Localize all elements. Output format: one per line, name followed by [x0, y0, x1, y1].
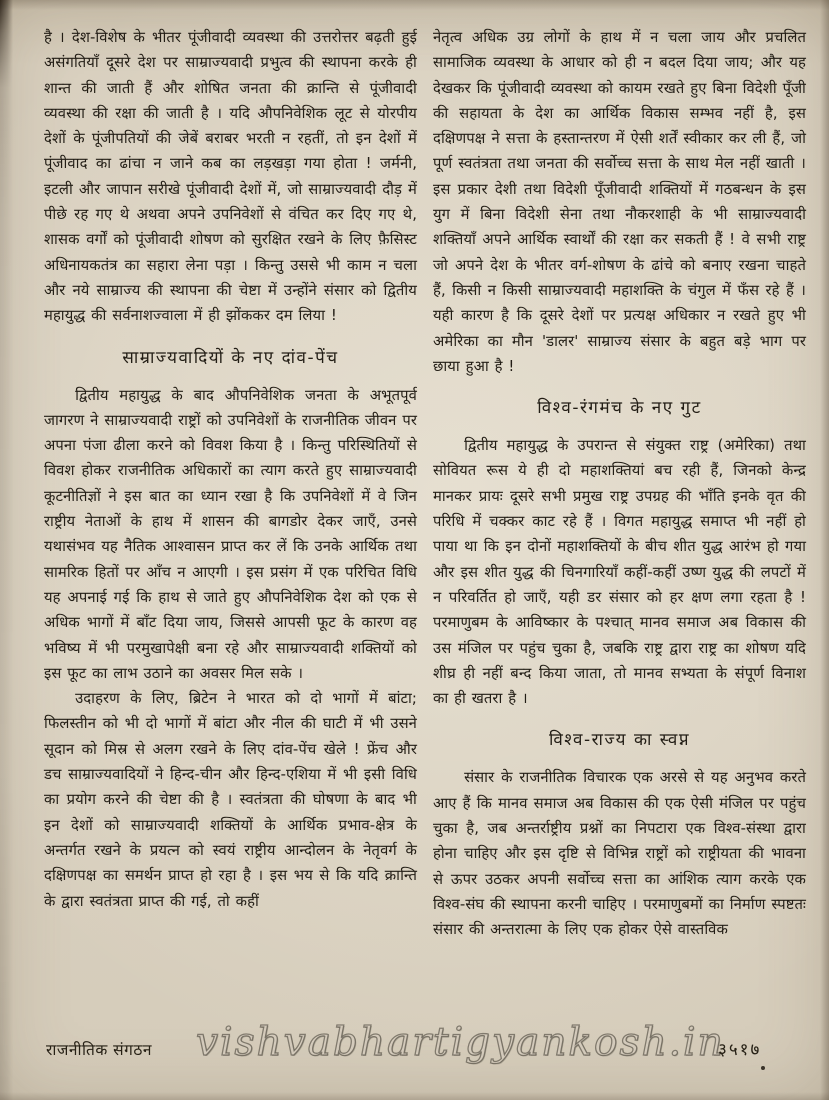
left-paragraph-2: द्वितीय महायुद्ध के बाद औपनिवेशिक जनता के अभूतपूर्व जागरण ने साम्राज्यवादी राष्ट्रों को उपनिवेशों के राजनीतिक जीवन पर अपना पंजा ढीला करने को विवश किया है । किन्तु परिस्थितियों से विवश होकर राजनीतिक अधिकारों का त्याग करते हुए साम्राज्यवादी कूटनीतिज्ञों ने इस बात का ध्यान रखा है कि उपनिवेशों में वे जिन राष्ट्रीय नेताओं के हाथ में शासन की बागडोर देकर जाएँ, उनसे यथासंभव यह नैतिक आश्वासन प्राप्त कर लें कि उनके आर्थिक तथा सामरिक हितों पर आँच न आएगी । इस प्रसंग में एक परिचित विधि यह अपनाई गई कि हाथ से जाते हुए औपनिवेशिक देश को एक से अधिक भागों में बाँट दिया जाय, जिससे आपसी फूट के कारण वह भविष्य में भी परमुखापेक्षी बना रहे और साम्राज्यवादी शक्तियों को इस फूट का लाभ उठाने का अवसर मिल सके । — [44, 386, 417, 682]
section-heading-world-state-dream: विश्व-राज्य का स्वप्न — [548, 730, 691, 751]
spine-shadow — [0, 0, 13, 1100]
page-number: ३५१७ — [718, 1040, 762, 1060]
page-top-edge-shadow — [0, 0, 829, 10]
right-column — [433, 25, 806, 943]
left-column — [44, 25, 417, 943]
left-paragraph-3: उदाहरण के लिए, ब्रिटेन ने भारत को दो भागों में बांटा; फिलस्तीन को भी दो भागों में बांटा और नील की घाटी में भी उसने सूदान को मिस्र से अलग रखने के लिए दांव-पेंच खेले ! फ्रेंच और डच साम्राज्यवादियों ने हिन्द-चीन और हिन्द-एशिया में भी इसी विधि का प्रयोग करने की चेष्टा की है । स्वतंत्रता की घोषणा के बाद भी इन देशों को साम्राज्यवादी शक्तियों के आर्थिक प्रभाव-क्षेत्र के अन्तर्गत रखने के प्रयत्न को स्वयं राष्ट्रीय आन्दोलन के नेतृवर्ग के दक्षिणपक्ष का समर्थन प्राप्त हो रहा है । इस भय से कि यदि क्रान्ति के द्वारा स्वतंत्रता प्राप्त की गई, तो कहीं — [44, 690, 417, 910]
right-paragraph-2: द्वितीय महायुद्ध के उपरान्त से संयुक्त राष्ट्र (अमेरिका) तथा सोवियत रूस ये ही दो महाशक्तियां बच रही हैं, जिनको केन्द्र मानकर प्रायः दूसरे सभी प्रमुख राष्ट्र उपग्रह की भाँति इनके वृत की परिधि में चक्कर काट रहे हैं । विगत महायुद्ध समाप्त भी नहीं हो पाया था कि इन दोनों महाशक्तियों के बीच शीत युद्ध आरंभ हो गया और इस शीत युद्ध की चिनगारियाँ कहीं-कहीं उष्ण युद्ध की लपटों में न परिवर्तित हो जाएँ, यही डर संसार को हर क्षण लगा रहता है ! परमाणुबम के आविष्कार के पश्चात्‌ मानव समाज अब विकास की उस मंजिल पर पहुंच चुका है, जबकि राष्ट्र द्वारा राष्ट्र का शोषण यदि शीघ्र ही नहीं बन्द किया जाता, तो मानव सभ्यता के संपूर्ण विनाश का ही खतरा है । — [433, 437, 806, 708]
watermark-text: vishvabhartigyankosh.in — [196, 1020, 725, 1065]
page-right-edge-shadow — [820, 0, 829, 1100]
footer-section-title: राजनीतिक संगठन — [46, 1041, 152, 1059]
section-heading-new-world-blocs: विश्व-रंगमंच के नए गुट — [537, 398, 702, 419]
right-paragraph-continuation: नेतृत्व अधिक उग्र लोगों के हाथ में न चला जाय और प्रचलित सामाजिक व्यवस्था के आधार को ही न बदल दिया जाय; और यह देखकर कि पूंजीवादी व्यवस्था को कायम रखते हुए बिना विदेशी पूँजी की सहायता के देश का आर्थिक विकास सम्भव नहीं है, इस दक्षिणपक्ष ने सत्ता के हस्तान्तरण में ऐसी शर्तें स्वीकार कर ली हैं, जो पूर्ण स्वतंत्रता तथा जनता की सर्वोच्च सत्ता के साथ मेल नहीं खाती । इस प्रकार देशी तथा विदेशी पूँजीवादी शक्तियों में गठबन्धन के इस युग में बिना विदेशी सेना तथा नौकरशाही के भी साम्राज्यवादी शक्तियाँ अपने आर्थिक स्वार्थों की रक्षा कर सकती हैं ! वे सभी राष्ट्र जो अपने देश के भीतर वर्ग-शोषण के ढांचे को बनाए रखना चाहते हैं, किसी न किसी साम्राज्यवादी महाशक्ति के चंगुल में फँस रहे हैं । यही कारण है कि दूसरे देशों पर प्रत्यक्ष अधिकार न रखते हुए भी अमेरिका का मौन 'डालर' साम्राज्य संसार के बहुत बड़े भाग पर छाया हुआ है ! — [433, 29, 806, 375]
two-column-text-area — [44, 25, 806, 943]
right-paragraph-3: संसार के राजनीतिक विचारक एक अरसे से यह अनुभव करते आए हैं कि मानव समाज अब विकास की एक ऐसी मंजिल पर पहुंच चुका है, जब अन्तर्राष्ट्रीय प्रश्नों का निपटारा एक विश्व-संस्था द्वारा होना चाहिए और इस दृष्टि से विभिन्न राष्ट्रों को राष्ट्रीयता की भावना से ऊपर उठकर अपनी सर्वोच्च सत्ता का आंशिक त्याग करके एक विश्व-संघ की स्थापना करनी चाहिए । परमाणुबमों का निर्माण स्पष्टतः संसार की अन्तरात्मा के लिए एक होकर ऐसे वास्तविक — [433, 769, 806, 939]
ink-speck — [761, 1066, 765, 1070]
left-paragraph-continuation: है । देश-विशेष के भीतर पूंजीवादी व्यवस्था की उत्तरोत्तर बढ़ती हुई असंगतियाँ दूसरे देश पर साम्राज्यवादी प्रभुत्व की स्थापना करके ही शान्त की जाती हैं और शोषित जनता की क्रान्ति से पूंजीवादी व्यवस्था की रक्षा की जाती है । यदि औपनिवेशिक लूट से योरपीय देशों के पूंजीपतियों की जेबें बराबर भरती न रहतीं, तो इन देशों में पूंजीवाद का ढांचा न जाने कब का लड़खड़ा गया होता ! जर्मनी, इटली और जापान सरीखे पूंजीवादी देशों में, जो साम्राज्यवादी दौड़ में पीछे रह गए थे अथवा अपने उपनिवेशों से वंचित कर दिए गए थे, शासक वर्गों को पूंजीवादी शोषण को सुरक्षित रखने के लिए फ़ैसिस्ट अधिनायकतंत्र का सहारा लेना पड़ा । किन्तु उससे भी काम न चला और नये साम्राज्य की स्थापना की चेष्टा में उन्होंने संसार को द्वितीय महायुद्ध की सर्वनाशज्वाला में ही झोंककर दम लिया ! — [44, 29, 417, 325]
section-heading-imperialist-tactics: साम्राज्यवादियों के नए दांव-पेंच — [122, 347, 339, 368]
page-bottom-edge-shadow — [0, 1092, 829, 1100]
